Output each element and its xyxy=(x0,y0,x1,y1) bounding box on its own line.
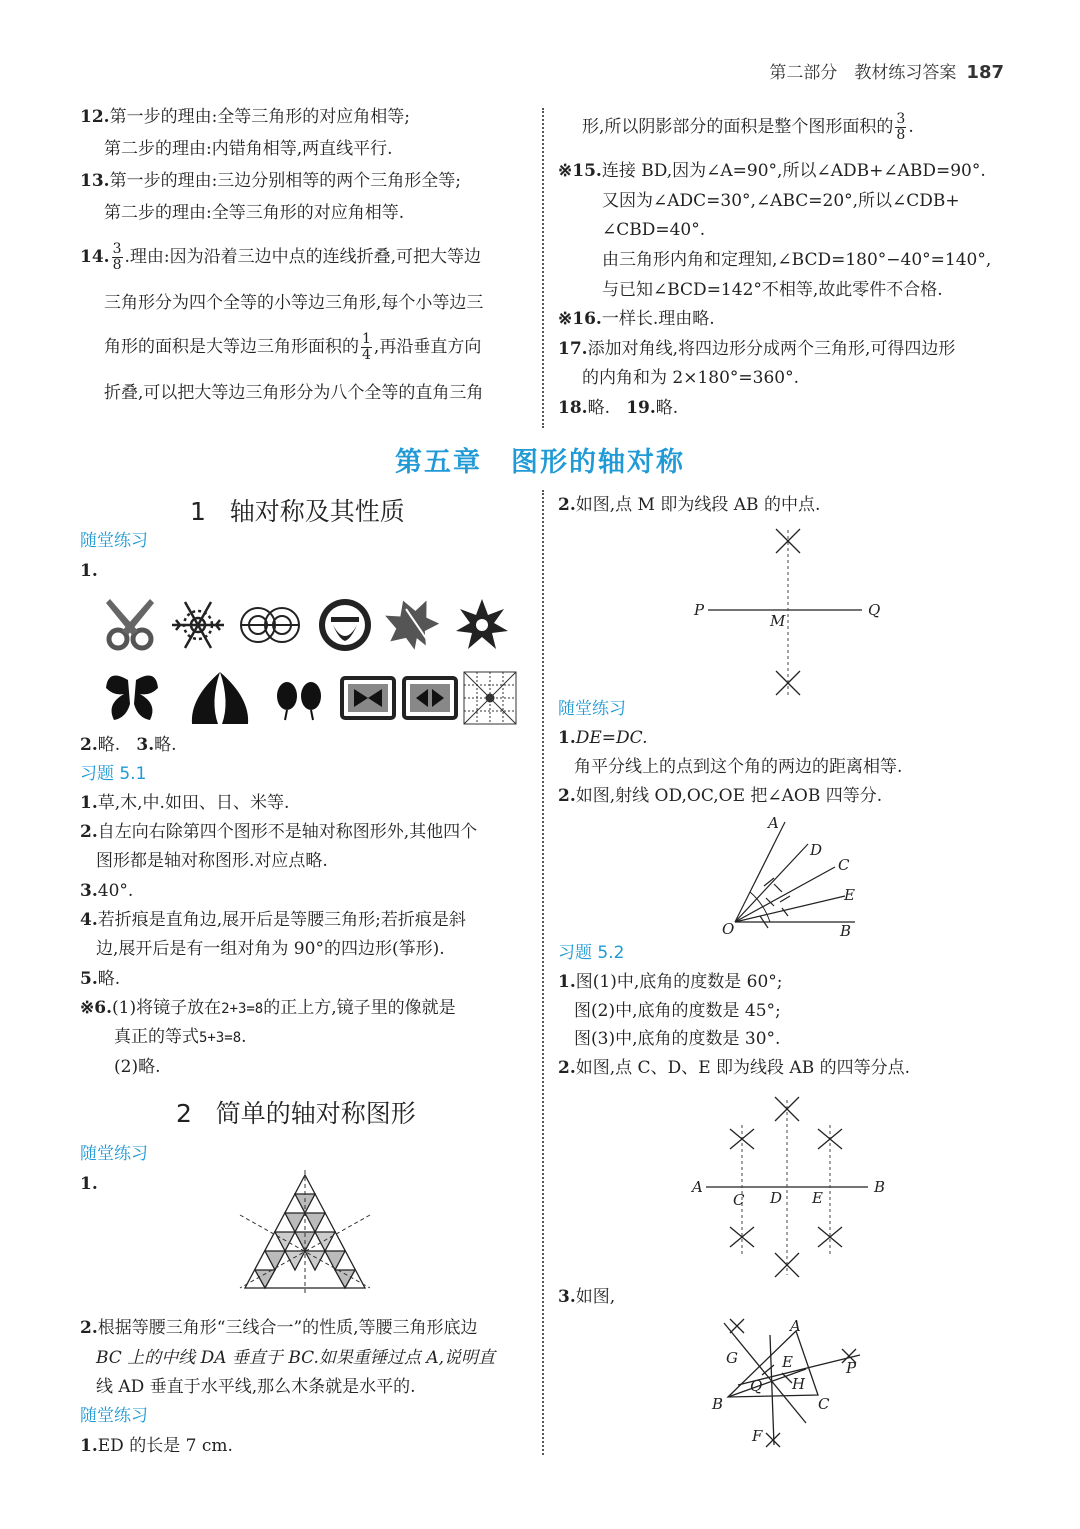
practice3-1: 1.ED 的长是 7 cm. xyxy=(80,1436,233,1456)
answer-12-line1: 12.第一步的理由:全等三角形的对应角相等; xyxy=(80,107,411,127)
ex52-3: 3.如图, xyxy=(558,1287,616,1307)
scissors-figure xyxy=(106,599,154,648)
label-Q: Q xyxy=(750,1377,763,1395)
answer-12-line2: 第二步的理由:内错角相等,两直线平行. xyxy=(104,139,393,159)
right-practice-2: 2.如图,射线 OD,OC,OE 把∠AOB 四等分. xyxy=(558,786,883,806)
twin-balloon-figure xyxy=(277,682,321,720)
label-M: M xyxy=(770,612,786,630)
quarter-points-figure xyxy=(690,1095,890,1280)
answer-15-line3: ∠CBD=40°. xyxy=(602,220,706,240)
ex51-6-line1: ※6.(1)将镜子放在2+3=8的正上方,镜子里的像就是 xyxy=(80,998,456,1018)
label-O: O xyxy=(722,920,735,938)
bowtie-box-figure xyxy=(342,678,394,718)
angle-bisection-figure xyxy=(720,812,870,940)
column-divider-bottom xyxy=(542,490,544,1455)
flower-figure xyxy=(456,599,508,649)
label-A: A xyxy=(692,1178,703,1196)
ex51-3: 3.40°. xyxy=(80,881,134,901)
section-1-title: 1 轴对称及其性质 xyxy=(190,497,405,526)
practice2-2-line3: 线 AD 垂直于水平线,那么木条就是水平的. xyxy=(96,1377,416,1397)
label-B: B xyxy=(840,922,852,940)
ex52-1a: 1.图(1)中,底角的度数是 60°; xyxy=(558,972,783,992)
practice-heading-right: 随堂练习 xyxy=(558,699,626,719)
answer-15-line2: 又因为∠ADC=30°,∠ABC=20°,所以∠CDB+ xyxy=(602,191,960,211)
midpoint-figure xyxy=(690,525,890,700)
answer-2-midpoint: 2.如图,点 M 即为线段 AB 的中点. xyxy=(558,495,821,515)
answer-15-line4: 由三角形内角和定理知,∠BCD=180°−40°=140°, xyxy=(602,250,992,270)
label-C: C xyxy=(733,1191,745,1209)
answer-16: ※16.一样长.理由略. xyxy=(558,309,715,329)
label-E: E xyxy=(844,886,855,904)
practice2-2-line1: 2.根据等腰三角形“三线合一”的性质,等腰三角形底边 xyxy=(80,1318,478,1338)
ex51-2-line2: 图形都是轴对称图形.对应点略. xyxy=(96,851,328,871)
label-P: P xyxy=(846,1359,857,1377)
label-A: A xyxy=(768,814,779,832)
snowflake-figure xyxy=(172,602,224,648)
answer-17-line1: 17.添加对角线,将四边形分成两个三角形,可得四边形 xyxy=(558,339,956,359)
fraction-1-4: $\frac{1}{4}$ xyxy=(362,331,371,363)
chapter-title: 第五章 图形的轴对称 xyxy=(395,447,685,478)
answer-14-cont: 形,所以阴影部分的面积是整个图形面积的 $\frac{3}{8}$ . xyxy=(582,111,914,143)
emblem-figure xyxy=(319,599,371,651)
ex51-5: 5.略. xyxy=(80,969,121,989)
label-D: D xyxy=(810,841,823,859)
label-B: B xyxy=(712,1395,724,1413)
ex52-1c: 图(3)中,底角的度数是 30°. xyxy=(574,1029,781,1049)
label-E: E xyxy=(782,1353,793,1371)
practice-heading-1: 随堂练习 xyxy=(80,531,148,551)
label-E: E xyxy=(812,1189,823,1207)
practice-heading-2: 随堂练习 xyxy=(80,1144,148,1164)
practice-heading-3: 随堂练习 xyxy=(80,1406,148,1426)
practice2-1-num: 1. xyxy=(80,1174,98,1194)
page-number: 187 xyxy=(966,62,1004,83)
answer-13-line1: 13.第一步的理由:三边分别相等的两个三角形全等; xyxy=(80,171,462,191)
practice-1-num: 1. xyxy=(80,561,98,581)
ex51-6-line3: (2)略. xyxy=(114,1057,161,1077)
ex52-1b: 图(2)中,底角的度数是 45°; xyxy=(574,1001,781,1021)
label-H: H xyxy=(792,1375,806,1393)
answer-15-line1: ※15.连接 BD,因为∠A=90°,所以∠ADB+∠ABD=90°. xyxy=(558,161,986,181)
label-P: P xyxy=(694,601,705,619)
answer-18-19: 18.略. 19.略. xyxy=(558,398,679,418)
ex52-2: 2.如图,点 C、D、E 即为线段 AB 的四等分点. xyxy=(558,1058,910,1078)
answer-14-line1: 14. $\frac{3}{8}$ .理由:因为沿着三边中点的连线折叠,可把大等边 xyxy=(80,241,482,273)
label-G: G xyxy=(726,1349,738,1367)
exercise-5-2-heading: 习题 5.2 xyxy=(558,943,625,963)
exercise-5-1-heading: 习题 5.1 xyxy=(80,764,147,784)
right-practice-1: 1.DE=DC. xyxy=(558,728,648,748)
symmetry-figures-row1 xyxy=(100,595,520,655)
practice2-2-line2: BC 上的中线 DA 垂直于 BC.如果重锤过点 A,说明直 xyxy=(96,1348,496,1368)
triangle-symmetry-figure xyxy=(240,1170,370,1295)
label-C: C xyxy=(818,1395,830,1413)
answer-14-line2: 三角形分为四个全等的小等边三角形,每个小等边三 xyxy=(104,293,484,313)
fraction-3-8-b: $\frac{3}{8}$ xyxy=(896,111,906,143)
fraction-3-8: $\frac{3}{8}$ xyxy=(112,241,122,273)
practice-2-3: 2.略. 3.略. xyxy=(80,735,177,755)
right-practice-1b: 角平分线上的点到这个角的两边的距离相等. xyxy=(574,757,903,777)
petal-figure xyxy=(192,672,248,724)
header-section: 第二部分 教材练习答案 xyxy=(769,63,957,83)
ex51-2-line1: 2.自左向右除第四个图形不是轴对称图形外,其他四个 xyxy=(80,822,478,842)
triangle-construction-figure xyxy=(710,1315,880,1455)
label-F: F xyxy=(752,1427,763,1445)
ex51-4-line2: 边,展开后是有一组对角为 90°的四边形(筝形). xyxy=(96,939,445,959)
double-coin-figure xyxy=(241,608,299,642)
answer-17-line2: 的内角和为 2×180°=360°. xyxy=(582,368,800,388)
label-C: C xyxy=(838,856,850,874)
symmetry-figures-row2 xyxy=(100,668,520,728)
answer-14-line4: 折叠,可以把大等边三角形分为八个全等的直角三角 xyxy=(104,383,484,403)
label-A: A xyxy=(790,1317,801,1335)
arrow-box-figure xyxy=(404,678,456,718)
page-header xyxy=(769,58,1004,83)
grid-star-figure xyxy=(464,672,516,724)
column-divider-top xyxy=(542,108,544,428)
label-D: D xyxy=(770,1189,783,1207)
ex51-6-line2: 真正的等式5+3=8. xyxy=(114,1027,247,1047)
section-2-title: 2 简单的轴对称图形 xyxy=(176,1099,416,1128)
answer-14-line3: 角形的面积是大等边三角形面积的 $\frac{1}{4}$ ,再沿垂直方向 xyxy=(104,331,482,363)
answer-15-line5: 与已知∠BCD=142°不相等,故此零件不合格. xyxy=(602,280,943,300)
answer-13-line2: 第二步的理由:全等三角形的对应角相等. xyxy=(104,203,405,223)
butterfly-figure xyxy=(106,676,158,721)
maple-leaf-figure xyxy=(379,592,445,657)
ex51-4-line1: 4.若折痕是直角边,展开后是等腰三角形;若折痕是斜 xyxy=(80,910,466,930)
label-B: B xyxy=(874,1178,886,1196)
ex51-1: 1.草,木,中.如田、日、米等. xyxy=(80,793,290,813)
label-Q: Q xyxy=(868,601,881,619)
